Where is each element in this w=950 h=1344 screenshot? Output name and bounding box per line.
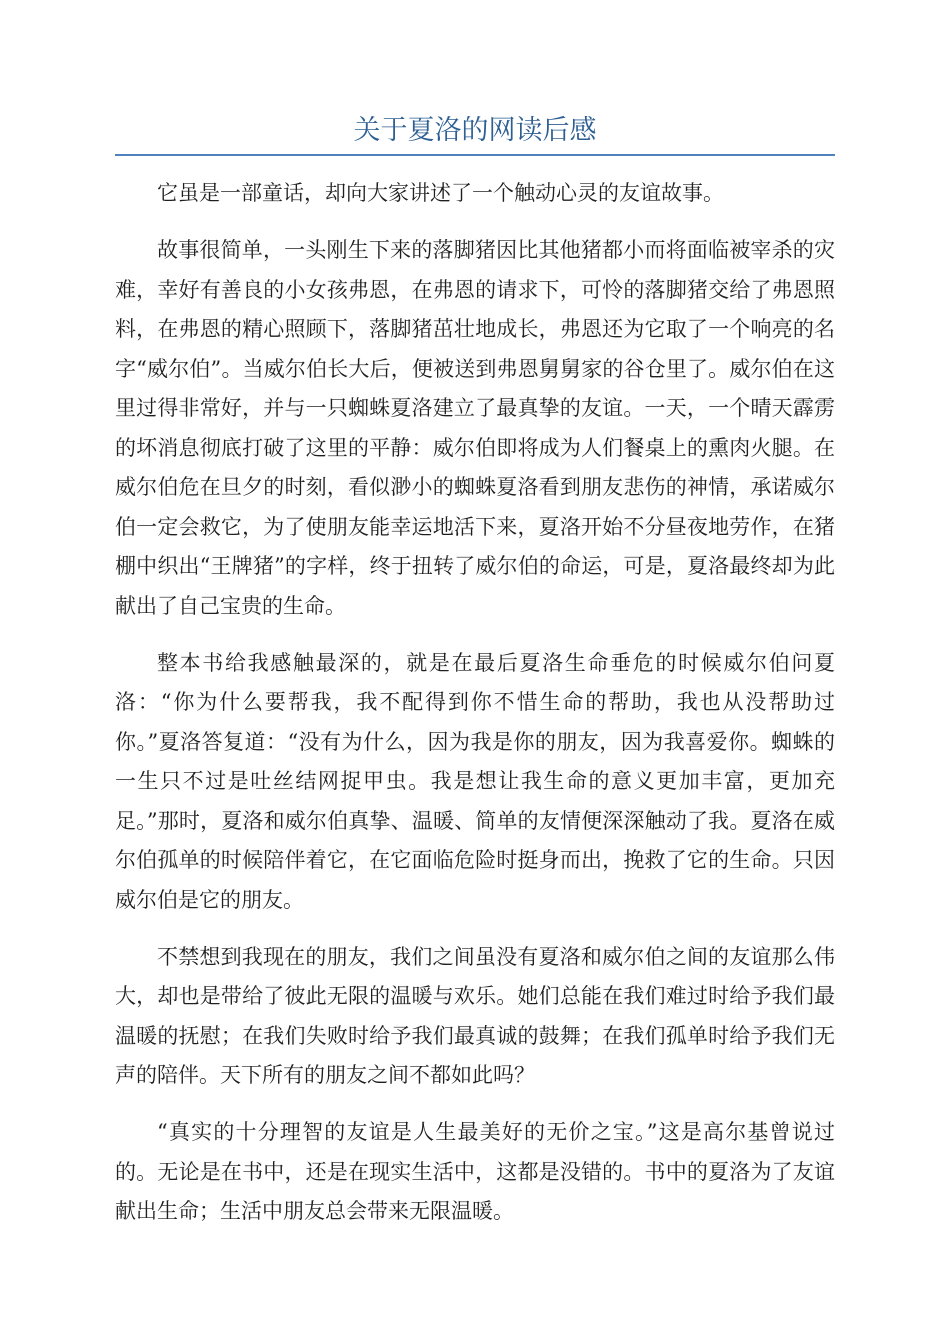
- title-block: [115, 112, 835, 156]
- essay-body: [115, 174, 835, 1232]
- paragraph-1: 它虽是一部童话，却向大家讲述了一个触动心灵的友谊故事。: [157, 181, 724, 205]
- paragraph-5: “真实的十分理智的友谊是人生最美好的无价之宝。”这是高尔基曾说过的。无论是在书中，还是在现实生活中，这都是没错的。书中的夏洛为了友谊献出生命；生活中朋友总会带来无限温暖。: [115, 1120, 835, 1223]
- paragraph-2: 故事很简单，一头刚生下来的落脚猪因比其他猪都小而将面临被宰杀的灾难，幸好有善良的小女孩弗恩，在弗恩的请求下，可怜的落脚猪交给了弗恩照料，在弗恩的精心照顾下，落脚猪茁壮地成长，弗恩还为它取了一个响亮的名字“威尔伯”。当威尔伯长大后，便被送到弗恩舅舅家的谷仓里了。威尔伯在这里过得非常好，并与一只蜘蛛夏洛建立了最真挚的友谊。一天，一个晴天霹雳的坏消息彻底打破了这里的平静：威尔伯即将成为人们餐桌上的熏肉火腿。在威尔伯危在旦夕的时刻，看似渺小的蜘蛛夏洛看到朋友悲伤的神情，承诺威尔伯一定会救它，为了使朋友能幸运地活下来，夏洛开始不分昼夜地劳作，在猪棚中织出“王牌猪”的字样，终于扭转了威尔伯的命运，可是，夏洛最终却为此献出了自己宝贵的生命。: [115, 238, 835, 618]
- page-title: 关于夏洛的网读后感: [353, 115, 597, 146]
- paragraph-3: 整本书给我感触最深的，就是在最后夏洛生命垂危的时候威尔伯问夏洛：“你为什么要帮我，我不配得到你不惜生命的帮助，我也从没帮助过你。”夏洛答复道：“没有为什么，因为我是你的朋友，因为我喜爱你。蜘蛛的一生只不过是吐丝结网捉甲虫。我是想让我生命的意义更加丰富，更加充足。”那时，夏洛和威尔伯真挚、温暖、简单的友情便深深触动了我。夏洛在威尔伯孤单的时候陪伴着它，在它面临危险时挺身而出，挽救了它的生命。只因威尔伯是它的朋友。: [115, 650, 835, 912]
- paragraph-4: 不禁想到我现在的朋友，我们之间虽没有夏洛和威尔伯之间的友谊那么伟大，却也是带给了彼此无限的温暖与欢乐。她们总能在我们难过时给予我们最温暖的抚慰；在我们失败时给予我们最真诚的鼓舞；在我们孤单时给予我们无声的陪伴。天下所有的朋友之间不都如此吗？: [115, 944, 835, 1087]
